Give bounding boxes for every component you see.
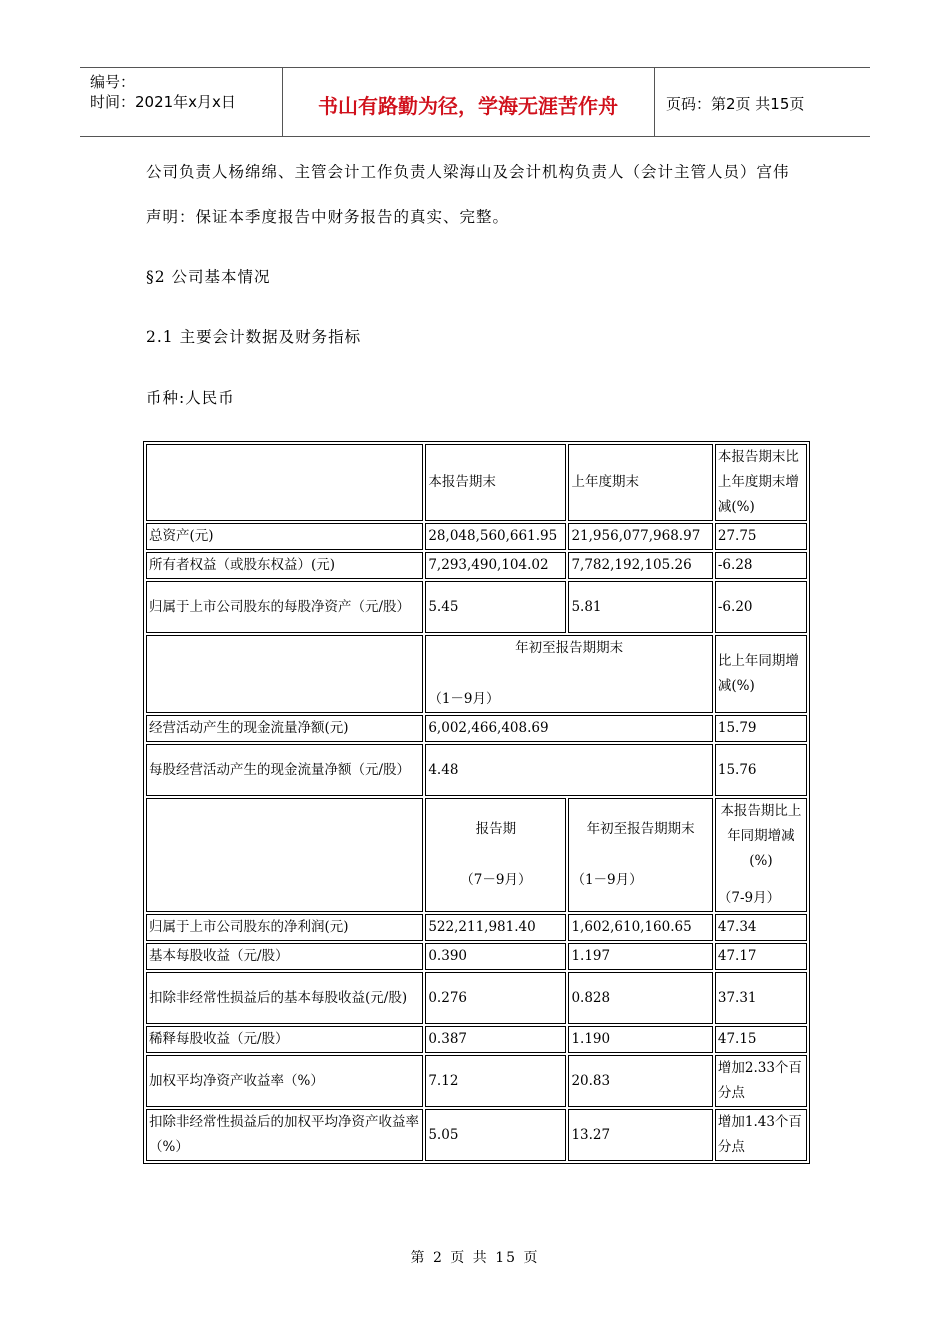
- row-value: 4.48: [425, 744, 713, 796]
- row-value: 20.83: [568, 1055, 712, 1107]
- row-label: 扣除非经常性损益后的基本每股收益(元/股): [146, 972, 423, 1024]
- table-header-cell: 比上年同期增减(%): [715, 635, 807, 713]
- row-value: 1.190: [568, 1026, 712, 1053]
- table-header-cell: [715, 798, 807, 912]
- header-meta: [90, 72, 236, 112]
- header-period: 报告期: [475, 821, 517, 837]
- table-row: [146, 972, 807, 1024]
- subsection-title: 2.1 主要会计数据及财务指标: [146, 328, 362, 346]
- row-label: 总资产(元): [146, 523, 423, 550]
- row-value: 6,002,466,408.69: [425, 715, 713, 742]
- table-row: [146, 1109, 807, 1161]
- table-cell-empty: [146, 798, 423, 912]
- page-footer: 第 2 页 共 15 页: [410, 1250, 540, 1266]
- row-value: 5.45: [425, 581, 566, 633]
- header-period-range: （7－9月）: [460, 872, 532, 888]
- table-header-cell: [425, 635, 713, 713]
- row-value: 1.197: [568, 943, 712, 970]
- table-row: [146, 523, 807, 550]
- row-value: 7.12: [425, 1055, 566, 1107]
- header-period-range: （1－9月）: [428, 691, 500, 707]
- row-value: 27.75: [715, 523, 807, 550]
- row-value: -6.20: [715, 581, 807, 633]
- row-value: 522,211,981.40: [425, 914, 566, 941]
- table-row: [146, 581, 807, 633]
- row-label: 每股经营活动产生的现金流量净额（元/股）: [146, 744, 423, 796]
- row-label: 加权平均净资产收益率（%）: [146, 1055, 423, 1107]
- header-motto: 书山有路勤为径，学海无涯苦作舟: [318, 94, 618, 118]
- row-value: 5.81: [568, 581, 712, 633]
- row-value: 28,048,560,661.95: [425, 523, 566, 550]
- header-period-range: （7-9月）: [717, 890, 781, 906]
- intro-line-1: 公司负责人杨绵绵、主管会计工作负责人梁海山及会计机构负责人（会计主管人员）宫伟: [146, 163, 790, 181]
- row-value: 47.34: [715, 914, 807, 941]
- table-row: [146, 552, 807, 579]
- row-value: 15.76: [715, 744, 807, 796]
- row-label: 稀释每股收益（元/股）: [146, 1026, 423, 1053]
- currency-label: 币种:人民币: [146, 389, 235, 407]
- row-value: 7,782,192,105.26: [568, 552, 712, 579]
- row-value: 5.05: [425, 1109, 566, 1161]
- header-period-range: （1－9月）: [571, 872, 643, 888]
- row-value: 13.27: [568, 1109, 712, 1161]
- table-row: [146, 1026, 807, 1053]
- row-value: 0.276: [425, 972, 566, 1024]
- row-value: 47.17: [715, 943, 807, 970]
- table-header-cell: 本报告期末比上年度期末增减(%): [715, 444, 807, 521]
- intro-line-2: 声明：保证本季度报告中财务报告的真实、完整。: [146, 208, 510, 226]
- row-value: 增加1.43个百分点: [715, 1109, 807, 1161]
- row-label: 归属于上市公司股东的每股净资产（元/股）: [146, 581, 423, 633]
- table-header-cell: [568, 798, 712, 912]
- row-value: 增加2.33个百分点: [715, 1055, 807, 1107]
- row-label: 归属于上市公司股东的净利润(元): [146, 914, 423, 941]
- row-value: 47.15: [715, 1026, 807, 1053]
- row-value: 1,602,610,160.65: [568, 914, 712, 941]
- table-cell-empty: [146, 444, 423, 521]
- row-label: 经营活动产生的现金流量净额(元): [146, 715, 423, 742]
- table-header-row: [146, 635, 807, 713]
- table-header-cell: [425, 798, 566, 912]
- header-period: 年初至报告期期末: [515, 640, 624, 656]
- table-row: [146, 943, 807, 970]
- row-label: 基本每股收益（元/股）: [146, 943, 423, 970]
- header-period: 年初至报告期期末: [586, 821, 695, 837]
- header-divider: [654, 68, 655, 136]
- row-value: 15.79: [715, 715, 807, 742]
- row-label: 扣除非经常性损益后的加权平均净资产收益率（%）: [146, 1109, 423, 1161]
- table-row: [146, 914, 807, 941]
- table-header-row: [146, 798, 807, 912]
- row-value: 37.31: [715, 972, 807, 1024]
- row-value: -6.28: [715, 552, 807, 579]
- table-cell-empty: [146, 635, 423, 713]
- section-title: §2 公司基本情况: [146, 268, 271, 286]
- header-page-number: 页码：第2页 共15页: [666, 95, 805, 113]
- header-time: 时间：2021年x月x日: [90, 93, 236, 111]
- row-value: 21,956,077,968.97: [568, 523, 712, 550]
- header-change: 本报告期比上年同期增减(%): [720, 803, 802, 869]
- row-value: 0.387: [425, 1026, 566, 1053]
- row-value: 7,293,490,104.02: [425, 552, 566, 579]
- row-value: 0.828: [568, 972, 712, 1024]
- table-row: [146, 715, 807, 742]
- header-number: 编号：: [90, 73, 136, 91]
- table-header-cell: 本报告期末: [425, 444, 566, 521]
- financial-indicators-table: [143, 441, 810, 1164]
- table-header-row: [146, 444, 807, 521]
- table-row: [146, 744, 807, 796]
- table-row: [146, 1055, 807, 1107]
- row-label: 所有者权益（或股东权益）(元): [146, 552, 423, 579]
- table-header-cell: 上年度期末: [568, 444, 712, 521]
- page-header: [80, 67, 870, 137]
- row-value: 0.390: [425, 943, 566, 970]
